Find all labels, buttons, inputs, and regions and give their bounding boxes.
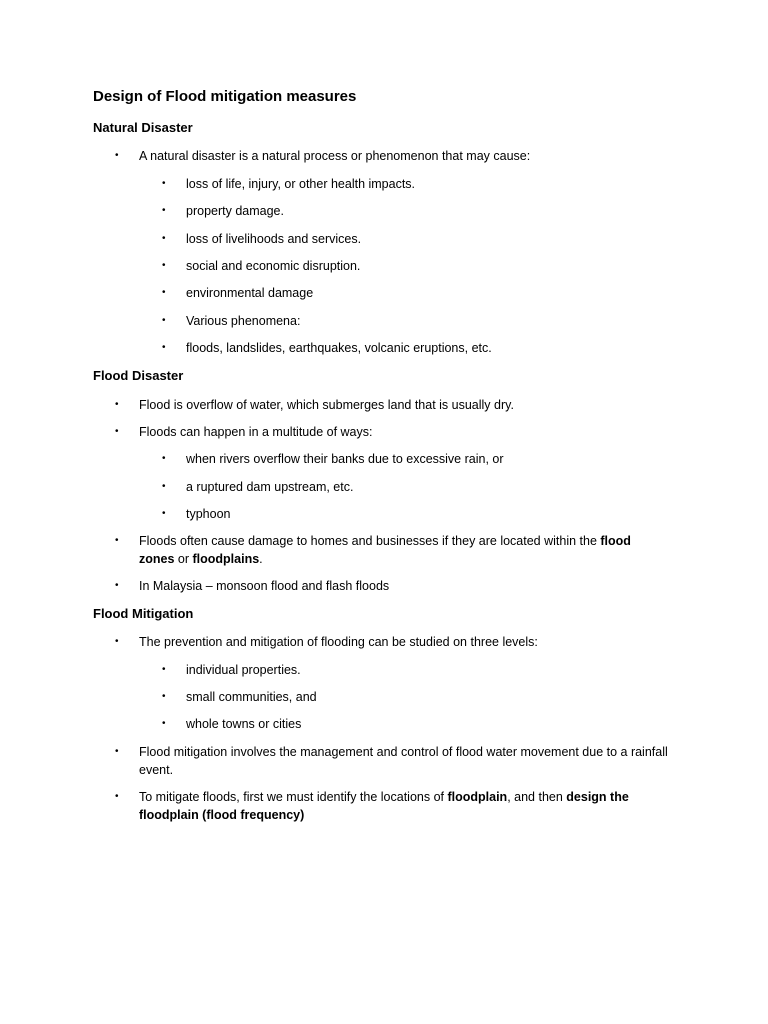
sub-bullet-item [162, 505, 666, 523]
bullet-text: Flood is overflow of water, which submerges land that is usually dry. [139, 398, 514, 412]
bullet-item [115, 423, 669, 441]
text-run: . [259, 552, 263, 566]
bullet-dot: • [162, 453, 166, 464]
bullet-text: individual properties. [186, 663, 301, 677]
text-run: To mitigate floods, first we must identify the locations of [139, 790, 448, 804]
bullet-text: environmental damage [186, 286, 314, 300]
sub-bullet-item [162, 202, 666, 220]
document-title: Design of Flood mitigation measures [93, 88, 357, 105]
text-run: , and then [507, 790, 567, 804]
text-run: Floods often cause damage to homes and businesses if they are located within the [139, 534, 601, 548]
bullet-dot: • [162, 481, 166, 492]
bullet-text: loss of life, injury, or other health impacts. [186, 177, 416, 191]
sub-bullet-item [162, 284, 666, 302]
sub-bullet-item [162, 450, 666, 468]
bullet-dot: • [162, 178, 166, 189]
bullet-dot: • [162, 342, 166, 353]
bullet-item [115, 788, 669, 824]
bold-term-floodplains: floodplains [192, 552, 260, 566]
bullet-dot: • [162, 691, 166, 702]
bullet-text: when rivers overflow their banks due to excessive rain, or [186, 452, 504, 466]
bullet-dot: • [162, 260, 166, 271]
bullet-text: property damage. [186, 204, 284, 218]
section-heading-flood-mitigation: Flood Mitigation [93, 606, 194, 621]
sub-bullet-item [162, 339, 666, 357]
section-heading-flood-disaster: Flood Disaster [93, 368, 184, 383]
sub-bullet-item [162, 478, 666, 496]
bullet-text: whole towns or cities [186, 717, 302, 731]
bullet-item [115, 532, 669, 568]
bullet-dot: • [162, 233, 166, 244]
bullet-dot: • [162, 664, 166, 675]
sub-bullet-item [162, 688, 666, 706]
bullet-dot: • [115, 636, 119, 647]
bullet-item [115, 743, 669, 779]
bullet-dot: • [115, 150, 119, 161]
bold-term-design-the-floodplain: design the floodplain (flood frequency) [139, 790, 629, 822]
bold-term-flood-zones: flood zones [139, 534, 631, 566]
section-heading-natural-disaster: Natural Disaster [93, 120, 193, 135]
sub-bullet-item [162, 175, 666, 193]
bullet-dot: • [115, 580, 119, 591]
bullet-dot: • [115, 791, 119, 802]
sub-bullet-item [162, 257, 666, 275]
bullet-dot: • [162, 508, 166, 519]
text-run: or [174, 552, 193, 566]
bullet-dot: • [115, 399, 119, 410]
bullet-dot: • [162, 205, 166, 216]
bullet-text: typhoon [186, 507, 231, 521]
bullet-item [115, 396, 669, 414]
bullet-text: The prevention and mitigation of flooding can be studied on three levels: [139, 635, 538, 649]
bullet-dot: • [162, 315, 166, 326]
bullet-dot: • [162, 718, 166, 729]
sub-bullet-item [162, 715, 666, 733]
bullet-item [115, 633, 669, 651]
bullet-dot: • [162, 287, 166, 298]
sub-bullet-item [162, 312, 666, 330]
bullet-dot: • [115, 426, 119, 437]
bullet-dot: • [115, 535, 119, 546]
bullet-text: loss of livelihoods and services. [186, 232, 362, 246]
bullet-text: In Malaysia – monsoon flood and flash floods [139, 579, 390, 593]
bullet-text: a ruptured dam upstream, etc. [186, 480, 354, 494]
sub-bullet-item [162, 230, 666, 248]
bullet-item [115, 147, 669, 165]
bullet-text: Floods can happen in a multitude of ways: [139, 425, 373, 439]
sub-bullet-item [162, 661, 666, 679]
bullet-item [115, 577, 669, 595]
bullet-text [139, 790, 629, 822]
bullet-dot: • [115, 746, 119, 757]
bold-term-floodplain: floodplain [447, 790, 508, 804]
bullet-text: Flood mitigation involves the management and control of flood water movement due to a rainfall event. [139, 745, 668, 777]
bullet-text: small communities, and [186, 690, 317, 704]
bullet-text: Various phenomena: [186, 314, 301, 328]
bullet-text [139, 534, 631, 566]
bullet-text: social and economic disruption. [186, 259, 361, 273]
bullet-text: floods, landslides, earthquakes, volcanic eruptions, etc. [186, 341, 492, 355]
bullet-text: A natural disaster is a natural process or phenomenon that may cause: [139, 149, 531, 163]
